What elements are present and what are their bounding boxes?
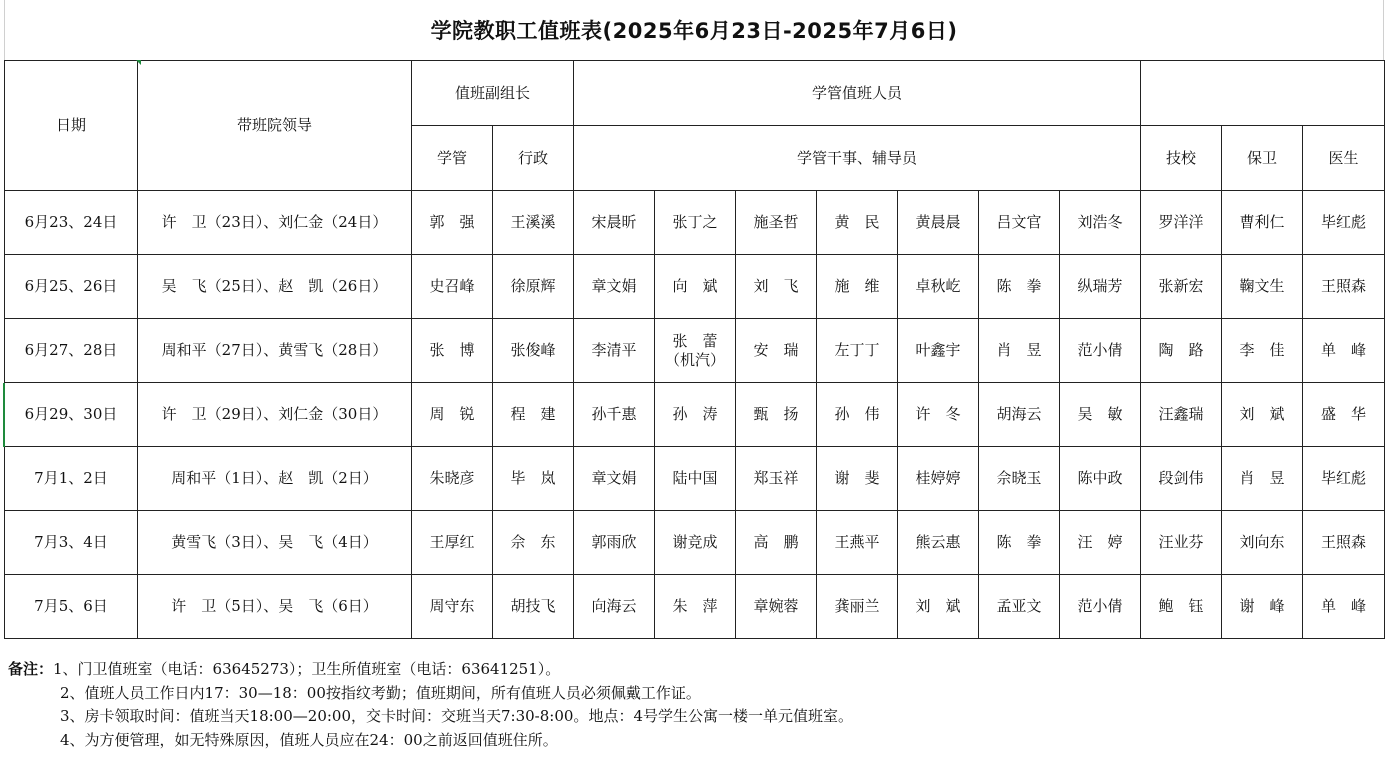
leader-cell: 吴 飞（25日）、赵 凯（26日） <box>138 255 412 319</box>
date-cell: 6月29、30日 <box>5 383 138 447</box>
counselor-cell: 刘 飞 <box>736 255 817 319</box>
roster-title: 学院教职工值班表(2025年6月23日-2025年7月6日) <box>4 0 1384 60</box>
notes-section <box>8 658 1378 752</box>
header-security: 保卫 <box>1222 126 1303 191</box>
security-cell: 刘 斌 <box>1222 383 1303 447</box>
header-date: 日期 <box>5 61 138 191</box>
leader-cell: 许 卫（23日）、刘仁金（24日） <box>138 191 412 255</box>
counselor-cell: 熊云惠 <box>898 511 979 575</box>
deputy-xingzheng-cell: 张俊峰 <box>493 319 574 383</box>
counselor-cell: 郑玉祥 <box>736 447 817 511</box>
counselor-cell: 李清平 <box>574 319 655 383</box>
table-row <box>5 511 1385 575</box>
date-cell: 7月1、2日 <box>5 447 138 511</box>
counselor-cell: 孙 涛 <box>655 383 736 447</box>
counselor-cell: 刘浩冬 <box>1060 191 1141 255</box>
note-line-2: 2、值班人员工作日内17：30—18：00按指纹考勤；值班期间，所有值班人员必须佩戴工作证。 <box>60 683 701 702</box>
counselor-cell: 安 瑞 <box>736 319 817 383</box>
counselor-cell: 施圣哲 <box>736 191 817 255</box>
header-deputy: 值班副组长 <box>412 61 574 126</box>
deputy-xueguan-cell: 朱晓彦 <box>412 447 493 511</box>
deputy-xueguan-cell: 郭 强 <box>412 191 493 255</box>
counselor-cell: 高 鹏 <box>736 511 817 575</box>
counselor-cell: 孙千惠 <box>574 383 655 447</box>
table-row <box>5 255 1385 319</box>
counselor-cell: 范小倩 <box>1060 575 1141 639</box>
table-row <box>5 319 1385 383</box>
counselor-cell: 陈中政 <box>1060 447 1141 511</box>
leader-cell: 周和平（27日）、黄雪飞（28日） <box>138 319 412 383</box>
counselor-cell: 张丁之 <box>655 191 736 255</box>
cell-selection-edge <box>3 383 5 447</box>
counselor-cell: 佘晓玉 <box>979 447 1060 511</box>
leader-cell: 周和平（1日）、赵 凯（2日） <box>138 447 412 511</box>
counselor-cell: 章文娟 <box>574 255 655 319</box>
doctor-cell: 王照森 <box>1303 511 1385 575</box>
school-cell: 鲍 钰 <box>1141 575 1222 639</box>
header-doctor: 医生 <box>1303 126 1385 191</box>
counselor-cell: 陈 拳 <box>979 255 1060 319</box>
counselor-cell: 陈 拳 <box>979 511 1060 575</box>
security-cell: 鞠文生 <box>1222 255 1303 319</box>
doctor-cell: 毕红彪 <box>1303 191 1385 255</box>
notes-label: 备注： <box>8 660 54 678</box>
counselor-cell: 范小倩 <box>1060 319 1141 383</box>
doctor-cell: 毕红彪 <box>1303 447 1385 511</box>
leader-cell: 黄雪飞（3日）、吴 飞（4日） <box>138 511 412 575</box>
deputy-xingzheng-cell: 王溪溪 <box>493 191 574 255</box>
header-deputy-xueguan: 学管 <box>412 126 493 191</box>
header-deputy-xingzheng: 行政 <box>493 126 574 191</box>
deputy-xueguan-cell: 周 锐 <box>412 383 493 447</box>
deputy-xingzheng-cell: 胡技飞 <box>493 575 574 639</box>
counselor-cell: 章婉蓉 <box>736 575 817 639</box>
note-line-3: 3、房卡领取时间：值班当天18:00—20:00，交卡时间：交班当天7:30-8:00。地点：4号学生公寓一楼一单元值班室。 <box>60 707 853 725</box>
deputy-xingzheng-cell: 徐原辉 <box>493 255 574 319</box>
counselor-cell: 陆中国 <box>655 447 736 511</box>
counselor-cell: 纵瑞芳 <box>1060 255 1141 319</box>
counselor-cell: 章文娟 <box>574 447 655 511</box>
counselor-cell: 郭雨欣 <box>574 511 655 575</box>
note-line-1 <box>8 658 1378 682</box>
counselor-cell: 吕文官 <box>979 191 1060 255</box>
counselor-cell: 谢竞成 <box>655 511 736 575</box>
security-cell: 肖 昱 <box>1222 447 1303 511</box>
counselor-cell: 向 斌 <box>655 255 736 319</box>
date-cell: 6月25、26日 <box>5 255 138 319</box>
counselor-cell: 左丁丁 <box>817 319 898 383</box>
deputy-xueguan-cell: 史召峰 <box>412 255 493 319</box>
counselor-cell: 甄 扬 <box>736 383 817 447</box>
doctor-cell: 盛 华 <box>1303 383 1385 447</box>
school-cell: 张新宏 <box>1141 255 1222 319</box>
counselor-cell: 谢 斐 <box>817 447 898 511</box>
deputy-xingzheng-cell: 毕 岚 <box>493 447 574 511</box>
leader-cell: 许 卫（29日）、刘仁金（30日） <box>138 383 412 447</box>
counselor-cell: 朱 萍 <box>655 575 736 639</box>
school-cell: 段剑伟 <box>1141 447 1222 511</box>
counselor-cell: 孟亚文 <box>979 575 1060 639</box>
security-cell: 李 佳 <box>1222 319 1303 383</box>
counselor-cell: 许 冬 <box>898 383 979 447</box>
deputy-xingzheng-cell: 佘 东 <box>493 511 574 575</box>
counselor-cell: 汪 婷 <box>1060 511 1141 575</box>
table-row <box>5 447 1385 511</box>
counselor-cell: 吴 敏 <box>1060 383 1141 447</box>
counselor-cell: 刘 斌 <box>898 575 979 639</box>
school-cell: 汪业芬 <box>1141 511 1222 575</box>
table-row <box>5 383 1385 447</box>
header-row-1 <box>5 61 1385 126</box>
counselor-cell: 叶鑫宇 <box>898 319 979 383</box>
roster-body <box>5 191 1385 639</box>
counselor-cell: 孙 伟 <box>817 383 898 447</box>
counselor-cell: 黄晨晨 <box>898 191 979 255</box>
date-cell: 7月3、4日 <box>5 511 138 575</box>
security-cell: 曹利仁 <box>1222 191 1303 255</box>
table-row <box>5 575 1385 639</box>
cell-comment-indicator <box>136 60 141 65</box>
counselor-cell: 张 蕾 （机汽） <box>655 319 736 383</box>
deputy-xingzheng-cell: 程 建 <box>493 383 574 447</box>
header-staff: 学管值班人员 <box>574 61 1141 126</box>
counselor-cell: 黄 民 <box>817 191 898 255</box>
date-cell: 6月23、24日 <box>5 191 138 255</box>
header-counselors: 学管干事、辅导员 <box>574 126 1141 191</box>
duty-roster-table <box>4 60 1385 639</box>
counselor-cell: 胡海云 <box>979 383 1060 447</box>
deputy-xueguan-cell: 张 博 <box>412 319 493 383</box>
date-cell: 7月5、6日 <box>5 575 138 639</box>
security-cell: 谢 峰 <box>1222 575 1303 639</box>
doctor-cell: 王照森 <box>1303 255 1385 319</box>
counselor-cell: 肖 昱 <box>979 319 1060 383</box>
doctor-cell: 单 峰 <box>1303 575 1385 639</box>
counselor-cell: 宋晨昕 <box>574 191 655 255</box>
school-cell: 陶 路 <box>1141 319 1222 383</box>
note-text-1: 1、门卫值班室（电话：63645273）；卫生所值班室（电话：63641251）。 <box>53 660 561 678</box>
table-row <box>5 191 1385 255</box>
counselor-cell: 向海云 <box>574 575 655 639</box>
note-line-4: 4、为方便管理，如无特殊原因，值班人员应在24：00之前返回值班住所。 <box>60 730 558 749</box>
counselor-cell: 施 维 <box>817 255 898 319</box>
counselor-cell: 龚丽兰 <box>817 575 898 639</box>
counselor-cell: 桂婷婷 <box>898 447 979 511</box>
school-cell: 罗洋洋 <box>1141 191 1222 255</box>
counselor-cell: 王燕平 <box>817 511 898 575</box>
header-leader: 带班院领导 <box>138 61 412 191</box>
header-blank <box>1141 61 1385 126</box>
school-cell: 汪鑫瑞 <box>1141 383 1222 447</box>
security-cell: 刘向东 <box>1222 511 1303 575</box>
deputy-xueguan-cell: 王厚红 <box>412 511 493 575</box>
counselor-cell: 卓秋屹 <box>898 255 979 319</box>
date-cell: 6月27、28日 <box>5 319 138 383</box>
doctor-cell: 单 峰 <box>1303 319 1385 383</box>
leader-cell: 许 卫（5日）、吴 飞（6日） <box>138 575 412 639</box>
header-school: 技校 <box>1141 126 1222 191</box>
deputy-xueguan-cell: 周守东 <box>412 575 493 639</box>
